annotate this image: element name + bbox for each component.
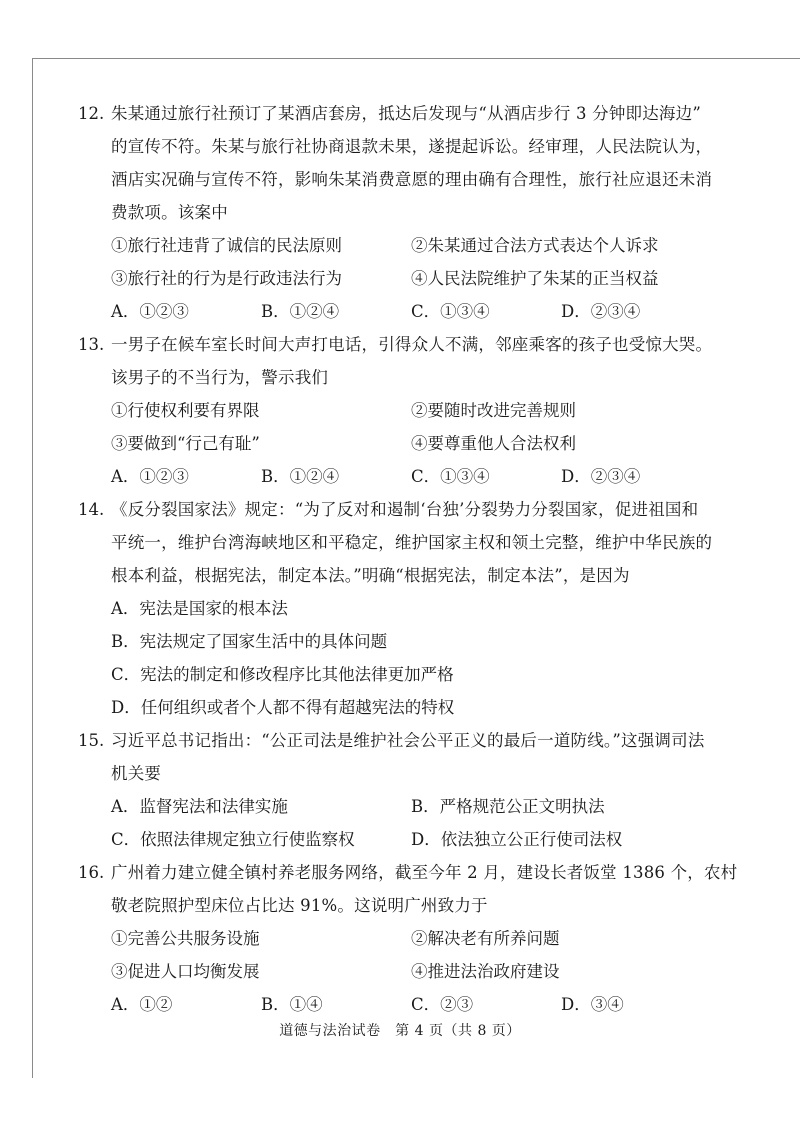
option-row	[111, 791, 758, 824]
option-d: D．③④	[561, 995, 624, 1015]
question-stem	[111, 329, 758, 395]
statement: ③要做到“行己有耻”	[111, 434, 260, 454]
statement: ②要随时改进完善规则	[411, 401, 576, 421]
question-stem	[111, 725, 758, 791]
answer-options	[111, 296, 758, 329]
option-c: C．宪法的制定和修改程序比其他法律更加严格	[111, 665, 454, 685]
option-b: B．①②④	[261, 302, 340, 322]
option-c: C．依照法律规定独立行使监察权	[111, 830, 355, 850]
statement-row	[111, 230, 758, 263]
stem-line: 机关要	[111, 764, 162, 784]
option-a: A．监督宪法和法律实施	[111, 797, 288, 817]
statement: ①完善公共服务设施	[111, 929, 260, 949]
statement: ④推进法治政府建设	[411, 962, 560, 982]
question-stem	[111, 98, 758, 230]
statement: ③旅行社的行为是行政违法行为	[111, 269, 342, 289]
stem-line: 该男子的不当行为，警示我们	[111, 368, 329, 388]
option-a: A．宪法是国家的根本法	[111, 599, 288, 619]
stem-line: 习近平总书记指出：“公正司法是维护社会公平正义的最后一道防线。”这强调司法	[111, 731, 705, 751]
statement: ②朱某通过合法方式表达个人诉求	[411, 236, 659, 256]
statement-row	[111, 428, 758, 461]
option-b: B．宪法规定了国家生活中的具体问题	[111, 632, 388, 652]
stem-line: 广州着力建立健全镇村养老服务网络，截至今年 2 月，建设长者饭堂 1386 个，农村	[111, 863, 738, 883]
statement: ④人民法院维护了朱某的正当权益	[411, 269, 659, 289]
question-12	[78, 98, 758, 329]
stem-line: 平统一，维护台湾海峡地区和平稳定，维护国家主权和领土完整，维护中华民族的	[111, 533, 713, 553]
stem-line: 朱某通过旅行社预订了某酒店套房，抵达后发现与“从酒店步行 3 分钟即达海边”	[111, 104, 701, 124]
question-number: 12.	[78, 104, 105, 124]
question-13	[78, 329, 758, 494]
question-15	[78, 725, 758, 857]
option-d: D．②③④	[561, 302, 641, 322]
statement: ①行使权利要有界限	[111, 401, 260, 421]
question-number: 13.	[78, 335, 105, 355]
stem-line: 的宣传不符。朱某与旅行社协商退款未果，遂提起诉讼。经审理，人民法院认为，	[111, 137, 713, 157]
question-stem	[111, 494, 758, 593]
statement-row	[111, 395, 758, 428]
option-a: A．①②③	[111, 467, 189, 487]
stem-line: 根本利益，根据宪法，制定本法。”明确“根据宪法，制定本法”，是因为	[111, 566, 630, 586]
option-c: C．①③④	[411, 302, 490, 322]
page-footer: 道德与法治试卷 第 4 页（共 8 页）	[279, 1023, 521, 1039]
statement: ④要尊重他人合法权利	[411, 434, 576, 454]
option-c: C．①③④	[411, 467, 490, 487]
statement: ①旅行社违背了诚信的民法原则	[111, 236, 342, 256]
option-d: D．依法独立公正行使司法权	[411, 830, 623, 850]
option-b: B．①④	[261, 995, 323, 1015]
answer-options	[111, 461, 758, 494]
statement-row	[111, 923, 758, 956]
stem-line: 酒店实况确与宣传不符，影响朱某消费意愿的理由确有合理性，旅行社应退还未消	[111, 170, 713, 190]
question-14	[78, 494, 758, 725]
page-border-top	[32, 58, 800, 59]
exam-content	[78, 98, 758, 1022]
option-b: B．①②④	[261, 467, 340, 487]
option-c: C．②③	[411, 995, 474, 1015]
stem-line: 《反分裂国家法》规定：“为了反对和遏制‘台独’分裂势力分裂国家，促进祖国和	[111, 500, 699, 520]
stem-line: 费款项。该案中	[111, 203, 228, 223]
stem-line: 敬老院照护型床位占比达 91%。这说明广州致力于	[111, 896, 488, 916]
option-a: A．①②	[111, 995, 173, 1015]
statement-row	[111, 956, 758, 989]
option-a: A．①②③	[111, 302, 189, 322]
page-border-left	[32, 58, 33, 1078]
question-number: 15.	[78, 731, 105, 751]
question-number: 16.	[78, 863, 105, 883]
stem-line: 一男子在候车室长时间大声打电话，引得众人不满，邻座乘客的孩子也受惊大哭。	[111, 335, 713, 355]
option-d: D．②③④	[561, 467, 641, 487]
option-b: B．严格规范公正文明执法	[411, 797, 605, 817]
statement-row	[111, 263, 758, 296]
option-d: D．任何组织或者个人都不得有超越宪法的特权	[111, 698, 455, 718]
question-16	[78, 857, 758, 1022]
question-number: 14.	[78, 500, 105, 520]
option-row	[111, 824, 758, 857]
statement: ③促进人口均衡发展	[111, 962, 260, 982]
answer-options	[111, 989, 758, 1022]
question-stem	[111, 857, 758, 923]
statement: ②解决老有所养问题	[411, 929, 560, 949]
